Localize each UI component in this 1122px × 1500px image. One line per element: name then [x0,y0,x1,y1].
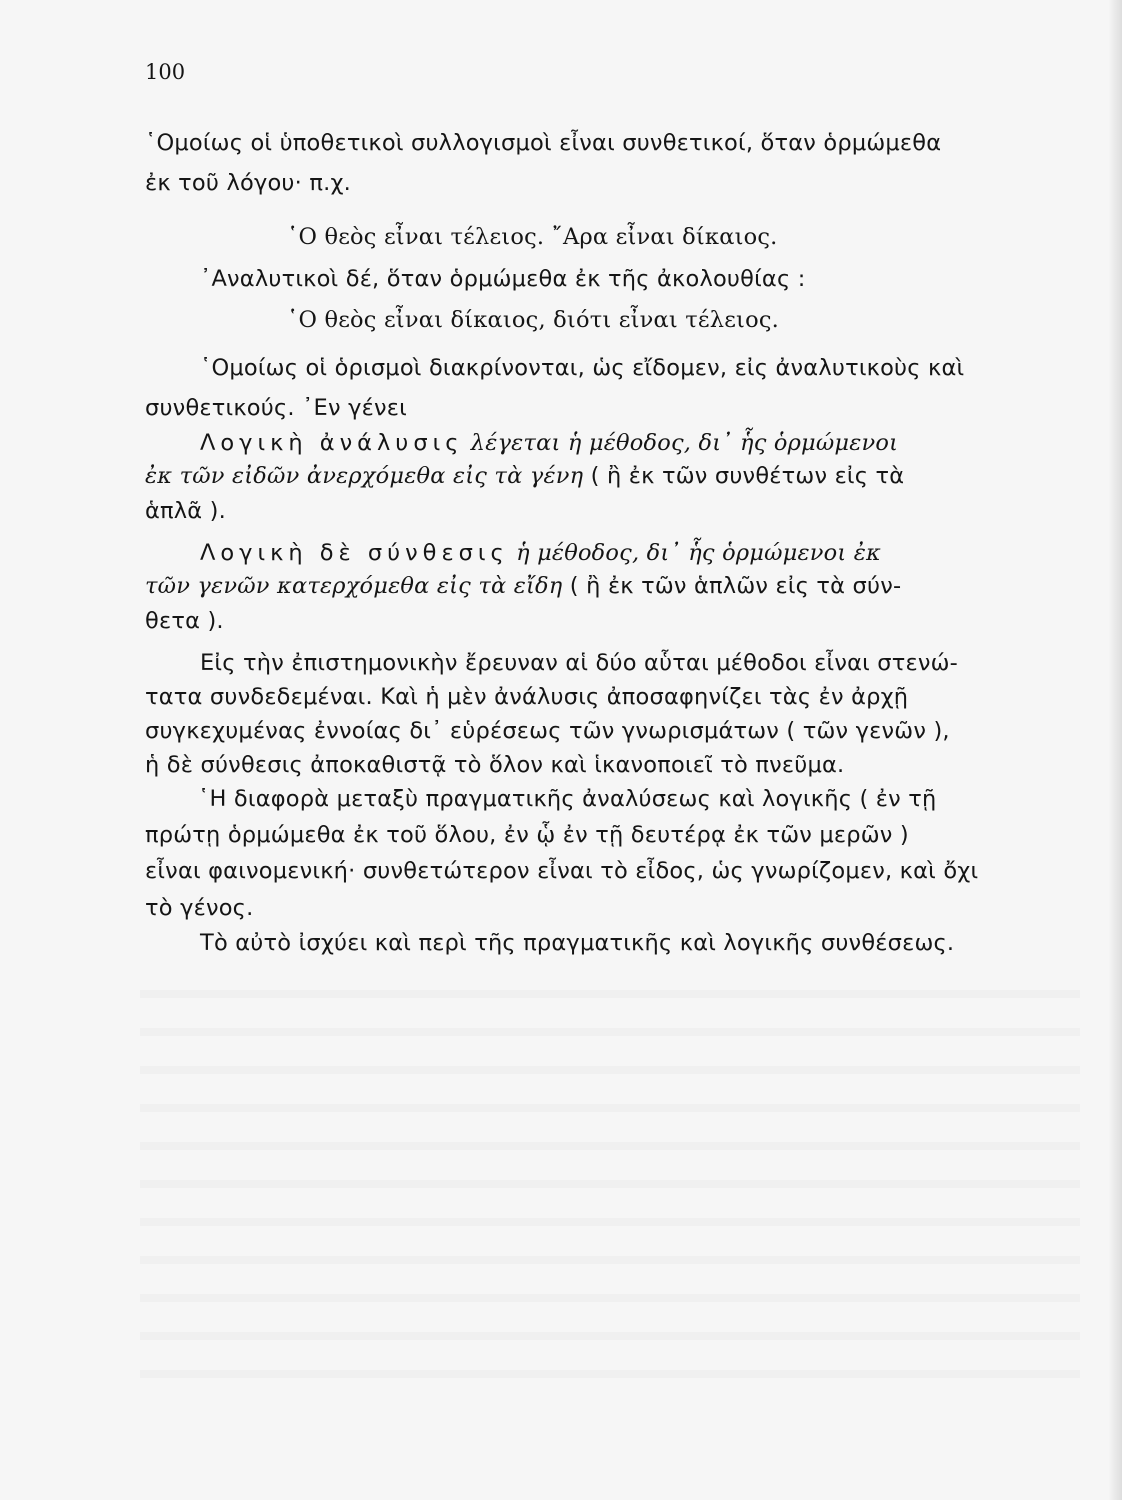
text-line: συγκεχυμένας ἐννοίας δι᾿ εὑρέσεως τῶν γνωρισμάτων ( τῶν γενῶν ), [145,718,950,744]
text-line: τατα συνδεδεμέναι. Καὶ ἡ μὲν ἀνάλυσις ἀποσαφηνίζει τὰς ἐν ἀρχῇ [145,684,909,710]
term-logical-analysis: Λογικὴ ἀνάλυσις [200,430,464,456]
definition-text: τῶν γενῶν κατερχόμεθα εἰς τὰ εἴδη [145,573,563,599]
term-logical-synthesis: Λογικὴ δὲ σύνθεσις [200,540,509,566]
text-line: ἐκ τοῦ λόγου· π.χ. [145,170,351,196]
text-line: εἶναι φαινομενική· συνθετώτερον εἶναι τὸ εἶδος, ὡς γνωρίζομεν, καὶ ὄχι [145,858,979,884]
definition-line [200,430,898,456]
text-line: ἡ δὲ σύνθεσις ἀποκαθιστᾷ τὸ ὅλον καὶ ἱκανοποιεῖ τὸ πνεῦμα. [145,752,845,778]
page-number: 100 [145,60,186,84]
text-line: Εἰς τὴν ἐπιστημονικὴν ἔρευναν αἱ δύο αὗται μέθοδοι εἶναι στενώ- [200,650,958,676]
definition-line [200,540,881,566]
text-line: ῾Ομοίως οἱ ὑποθετικοὶ συλλογισμοὶ εἶναι συνθετικοί, ὅταν ὁρμώμεθα [145,130,942,156]
definition-line [145,573,901,599]
bleed-through-text [140,960,1080,1390]
definition-parenthetical: ( ἢ ἐκ τῶν συνθέτων εἰς τὰ [590,463,905,489]
text-line: θετα ). [145,608,224,634]
example-line: ῾Ο θεὸς εἶναι δίκαιος, διότι εἶναι τέλειος. [287,307,779,333]
definition-text: λέγεται ἡ μέθοδος, δι᾿ ἧς ὁρμώμενοι [470,430,899,456]
definition-text: ἡ μέθοδος, δι᾿ ἧς ὁρμώμενοι ἐκ [516,540,881,566]
definition-text: ἐκ τῶν εἰδῶν ἀνερχόμεθα εἰς τὰ γένη [145,463,584,489]
text-line: ῾Ομοίως οἱ ὁρισμοὶ διακρίνονται, ὡς εἴδομεν, εἰς ἀναλυτικοὺς καὶ [200,355,965,381]
page-edge-shadow [1108,0,1122,1500]
text-line: συνθετικούς. ᾿Εν γένει [145,395,407,421]
example-line: ῾Ο θεὸς εἶναι τέλειος. ῎Αρα εἶναι δίκαιος. [287,224,778,250]
text-line: πρώτῃ ὁρμώμεθα ἐκ τοῦ ὅλου, ἐν ᾧ ἐν τῇ δευτέρᾳ ἐκ τῶν μερῶν ) [145,822,909,848]
definition-line [145,463,904,489]
definition-parenthetical: ( ἢ ἐκ τῶν ἁπλῶν εἰς τὰ σύν- [569,573,902,599]
text-line: ἁπλᾶ ). [145,498,227,524]
text-line: ᾿Αναλυτικοὶ δέ, ὅταν ὁρμώμεθα ἐκ τῆς ἀκολουθίας : [200,266,806,292]
text-line: Τὸ αὐτὸ ἰσχύει καὶ περὶ τῆς πραγματικῆς καὶ λογικῆς συνθέσεως. [200,930,955,956]
text-line: ῾Η διαφορὰ μεταξὺ πραγματικῆς ἀναλύσεως καὶ λογικῆς ( ἐν τῇ [198,786,937,812]
text-line: τὸ γένος. [145,895,254,921]
